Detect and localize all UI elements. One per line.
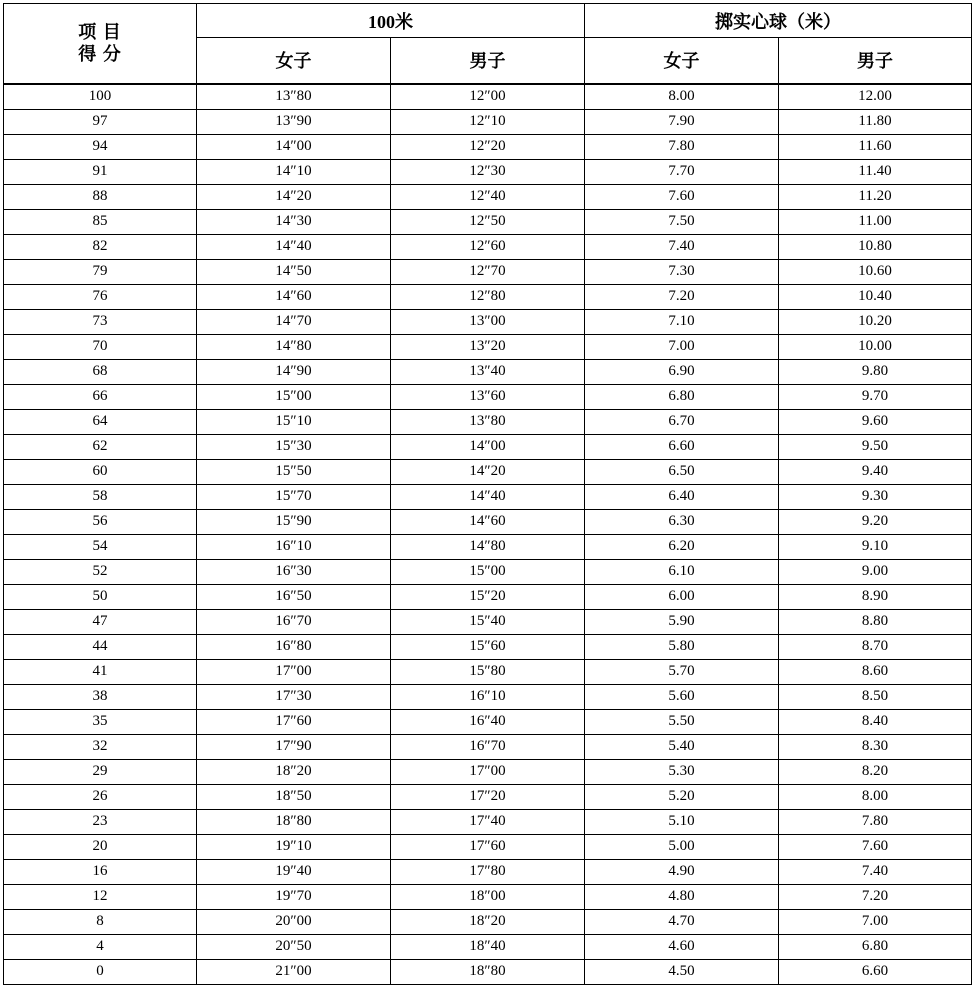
run-female-cell: 19″40 <box>197 859 391 884</box>
run-male-cell: 12″10 <box>391 109 585 134</box>
table-row <box>4 509 972 534</box>
score-cell: 52 <box>4 559 197 584</box>
group-header-shot-throw: 掷实心球（米） <box>585 4 972 38</box>
run-female-cell: 19″70 <box>197 884 391 909</box>
run-female-cell: 14″50 <box>197 259 391 284</box>
throw-male-cell: 7.80 <box>779 809 972 834</box>
run-female-cell: 17″60 <box>197 709 391 734</box>
run-female-cell: 18″50 <box>197 784 391 809</box>
throw-female-cell: 7.10 <box>585 309 779 334</box>
run-female-cell: 18″20 <box>197 759 391 784</box>
subheader-run-female: 女子 <box>197 38 391 84</box>
score-cell: 94 <box>4 134 197 159</box>
score-cell: 23 <box>4 809 197 834</box>
table-row <box>4 359 972 384</box>
throw-male-cell: 7.00 <box>779 909 972 934</box>
throw-male-cell: 11.20 <box>779 184 972 209</box>
table-row <box>4 259 972 284</box>
run-female-cell: 14″70 <box>197 309 391 334</box>
table-row <box>4 809 972 834</box>
throw-male-cell: 10.00 <box>779 334 972 359</box>
run-female-cell: 13″90 <box>197 109 391 134</box>
throw-female-cell: 6.10 <box>585 559 779 584</box>
run-male-cell: 17″60 <box>391 834 585 859</box>
score-cell: 58 <box>4 484 197 509</box>
score-cell: 91 <box>4 159 197 184</box>
table-row <box>4 384 972 409</box>
table-row <box>4 334 972 359</box>
run-female-cell: 13″80 <box>197 84 391 110</box>
run-female-cell: 14″80 <box>197 334 391 359</box>
throw-male-cell: 8.40 <box>779 709 972 734</box>
score-cell: 70 <box>4 334 197 359</box>
throw-male-cell: 8.90 <box>779 584 972 609</box>
score-cell: 41 <box>4 659 197 684</box>
table-row <box>4 434 972 459</box>
throw-male-cell: 10.80 <box>779 234 972 259</box>
table-row <box>4 609 972 634</box>
table-header <box>4 4 972 84</box>
run-female-cell: 19″10 <box>197 834 391 859</box>
score-cell: 100 <box>4 84 197 110</box>
throw-female-cell: 7.40 <box>585 234 779 259</box>
throw-female-cell: 6.50 <box>585 459 779 484</box>
throw-female-cell: 4.60 <box>585 934 779 959</box>
throw-male-cell: 8.70 <box>779 634 972 659</box>
score-cell: 20 <box>4 834 197 859</box>
throw-male-cell: 9.20 <box>779 509 972 534</box>
table-row <box>4 534 972 559</box>
run-female-cell: 17″00 <box>197 659 391 684</box>
run-male-cell: 14″60 <box>391 509 585 534</box>
score-cell: 26 <box>4 784 197 809</box>
throw-female-cell: 5.90 <box>585 609 779 634</box>
throw-male-cell: 8.20 <box>779 759 972 784</box>
run-female-cell: 16″80 <box>197 634 391 659</box>
score-cell: 79 <box>4 259 197 284</box>
run-female-cell: 18″80 <box>197 809 391 834</box>
table-row <box>4 684 972 709</box>
throw-female-cell: 4.50 <box>585 959 779 984</box>
throw-male-cell: 6.80 <box>779 934 972 959</box>
throw-female-cell: 5.80 <box>585 634 779 659</box>
run-female-cell: 15″50 <box>197 459 391 484</box>
run-female-cell: 15″70 <box>197 484 391 509</box>
score-cell: 44 <box>4 634 197 659</box>
run-male-cell: 14″40 <box>391 484 585 509</box>
run-female-cell: 17″90 <box>197 734 391 759</box>
run-female-cell: 16″10 <box>197 534 391 559</box>
table-row <box>4 709 972 734</box>
run-male-cell: 13″60 <box>391 384 585 409</box>
throw-male-cell: 9.50 <box>779 434 972 459</box>
run-male-cell: 17″00 <box>391 759 585 784</box>
run-male-cell: 13″20 <box>391 334 585 359</box>
run-male-cell: 12″40 <box>391 184 585 209</box>
score-cell: 62 <box>4 434 197 459</box>
throw-female-cell: 6.40 <box>585 484 779 509</box>
throw-female-cell: 8.00 <box>585 84 779 110</box>
throw-male-cell: 6.60 <box>779 959 972 984</box>
table-row <box>4 284 972 309</box>
run-female-cell: 14″20 <box>197 184 391 209</box>
score-cell: 60 <box>4 459 197 484</box>
throw-male-cell: 8.60 <box>779 659 972 684</box>
run-female-cell: 17″30 <box>197 684 391 709</box>
run-male-cell: 12″60 <box>391 234 585 259</box>
throw-male-cell: 10.40 <box>779 284 972 309</box>
throw-female-cell: 5.30 <box>585 759 779 784</box>
throw-female-cell: 5.60 <box>585 684 779 709</box>
run-female-cell: 16″30 <box>197 559 391 584</box>
corner-header-cell <box>4 4 197 84</box>
run-male-cell: 15″00 <box>391 559 585 584</box>
throw-female-cell: 5.40 <box>585 734 779 759</box>
table-row <box>4 184 972 209</box>
score-cell: 66 <box>4 384 197 409</box>
table-row <box>4 884 972 909</box>
throw-female-cell: 4.70 <box>585 909 779 934</box>
table-row <box>4 459 972 484</box>
table-row <box>4 659 972 684</box>
run-female-cell: 20″50 <box>197 934 391 959</box>
run-male-cell: 12″30 <box>391 159 585 184</box>
table-body <box>4 84 972 985</box>
throw-male-cell: 7.40 <box>779 859 972 884</box>
run-male-cell: 18″40 <box>391 934 585 959</box>
subheader-run-male: 男子 <box>391 38 585 84</box>
throw-female-cell: 6.00 <box>585 584 779 609</box>
run-female-cell: 14″60 <box>197 284 391 309</box>
throw-female-cell: 7.60 <box>585 184 779 209</box>
run-female-cell: 14″00 <box>197 134 391 159</box>
table-row <box>4 209 972 234</box>
throw-male-cell: 9.40 <box>779 459 972 484</box>
throw-male-cell: 11.60 <box>779 134 972 159</box>
subheader-throw-female: 女子 <box>585 38 779 84</box>
throw-female-cell: 5.20 <box>585 784 779 809</box>
throw-male-cell: 9.00 <box>779 559 972 584</box>
table-row <box>4 734 972 759</box>
run-male-cell: 14″20 <box>391 459 585 484</box>
throw-male-cell: 9.10 <box>779 534 972 559</box>
score-table-container <box>3 3 972 985</box>
score-cell: 29 <box>4 759 197 784</box>
table-row <box>4 634 972 659</box>
table-row <box>4 84 972 110</box>
run-female-cell: 15″90 <box>197 509 391 534</box>
run-male-cell: 14″00 <box>391 434 585 459</box>
score-table <box>3 3 972 985</box>
run-female-cell: 21″00 <box>197 959 391 984</box>
table-row <box>4 934 972 959</box>
throw-female-cell: 7.20 <box>585 284 779 309</box>
subheader-throw-male: 男子 <box>779 38 972 84</box>
run-male-cell: 12″50 <box>391 209 585 234</box>
run-male-cell: 14″80 <box>391 534 585 559</box>
run-male-cell: 12″20 <box>391 134 585 159</box>
run-female-cell: 14″10 <box>197 159 391 184</box>
run-male-cell: 18″80 <box>391 959 585 984</box>
run-female-cell: 16″70 <box>197 609 391 634</box>
run-male-cell: 16″10 <box>391 684 585 709</box>
table-row <box>4 909 972 934</box>
run-male-cell: 16″70 <box>391 734 585 759</box>
score-cell: 4 <box>4 934 197 959</box>
throw-male-cell: 8.30 <box>779 734 972 759</box>
run-female-cell: 20″00 <box>197 909 391 934</box>
table-row <box>4 409 972 434</box>
score-cell: 88 <box>4 184 197 209</box>
table-row <box>4 159 972 184</box>
run-male-cell: 13″80 <box>391 409 585 434</box>
run-male-cell: 18″20 <box>391 909 585 934</box>
run-male-cell: 18″00 <box>391 884 585 909</box>
corner-label-score: 得 分 <box>78 44 122 65</box>
throw-male-cell: 12.00 <box>779 84 972 110</box>
throw-male-cell: 8.80 <box>779 609 972 634</box>
throw-female-cell: 7.30 <box>585 259 779 284</box>
score-cell: 8 <box>4 909 197 934</box>
score-cell: 97 <box>4 109 197 134</box>
throw-female-cell: 6.60 <box>585 434 779 459</box>
score-cell: 16 <box>4 859 197 884</box>
score-cell: 47 <box>4 609 197 634</box>
run-male-cell: 15″80 <box>391 659 585 684</box>
score-cell: 82 <box>4 234 197 259</box>
score-cell: 12 <box>4 884 197 909</box>
score-cell: 35 <box>4 709 197 734</box>
table-row <box>4 959 972 984</box>
throw-female-cell: 5.50 <box>585 709 779 734</box>
run-female-cell: 15″00 <box>197 384 391 409</box>
run-male-cell: 15″40 <box>391 609 585 634</box>
throw-male-cell: 7.20 <box>779 884 972 909</box>
throw-male-cell: 10.60 <box>779 259 972 284</box>
throw-female-cell: 7.70 <box>585 159 779 184</box>
throw-male-cell: 8.00 <box>779 784 972 809</box>
throw-male-cell: 9.60 <box>779 409 972 434</box>
score-cell: 76 <box>4 284 197 309</box>
score-cell: 54 <box>4 534 197 559</box>
run-female-cell: 15″10 <box>197 409 391 434</box>
run-male-cell: 17″80 <box>391 859 585 884</box>
run-male-cell: 15″20 <box>391 584 585 609</box>
run-male-cell: 13″40 <box>391 359 585 384</box>
table-row <box>4 559 972 584</box>
throw-female-cell: 7.50 <box>585 209 779 234</box>
throw-male-cell: 10.20 <box>779 309 972 334</box>
throw-female-cell: 5.00 <box>585 834 779 859</box>
table-row <box>4 484 972 509</box>
throw-female-cell: 5.70 <box>585 659 779 684</box>
run-male-cell: 12″00 <box>391 84 585 110</box>
throw-male-cell: 9.70 <box>779 384 972 409</box>
throw-female-cell: 6.90 <box>585 359 779 384</box>
table-row <box>4 234 972 259</box>
score-cell: 50 <box>4 584 197 609</box>
throw-female-cell: 6.70 <box>585 409 779 434</box>
throw-female-cell: 6.80 <box>585 384 779 409</box>
score-cell: 0 <box>4 959 197 984</box>
score-cell: 56 <box>4 509 197 534</box>
throw-male-cell: 9.80 <box>779 359 972 384</box>
throw-female-cell: 7.80 <box>585 134 779 159</box>
throw-male-cell: 8.50 <box>779 684 972 709</box>
run-female-cell: 14″30 <box>197 209 391 234</box>
table-row <box>4 859 972 884</box>
run-female-cell: 14″90 <box>197 359 391 384</box>
table-row <box>4 309 972 334</box>
run-male-cell: 12″80 <box>391 284 585 309</box>
table-row <box>4 759 972 784</box>
throw-male-cell: 11.40 <box>779 159 972 184</box>
throw-female-cell: 6.20 <box>585 534 779 559</box>
score-cell: 73 <box>4 309 197 334</box>
throw-female-cell: 7.90 <box>585 109 779 134</box>
throw-female-cell: 4.80 <box>585 884 779 909</box>
run-female-cell: 14″40 <box>197 234 391 259</box>
table-row <box>4 584 972 609</box>
throw-male-cell: 7.60 <box>779 834 972 859</box>
run-female-cell: 15″30 <box>197 434 391 459</box>
run-male-cell: 12″70 <box>391 259 585 284</box>
throw-male-cell: 11.00 <box>779 209 972 234</box>
run-male-cell: 13″00 <box>391 309 585 334</box>
throw-male-cell: 9.30 <box>779 484 972 509</box>
run-female-cell: 16″50 <box>197 584 391 609</box>
score-cell: 85 <box>4 209 197 234</box>
table-row <box>4 109 972 134</box>
score-cell: 32 <box>4 734 197 759</box>
throw-female-cell: 6.30 <box>585 509 779 534</box>
run-male-cell: 17″20 <box>391 784 585 809</box>
score-cell: 68 <box>4 359 197 384</box>
group-header-100m: 100米 <box>197 4 585 38</box>
table-row <box>4 134 972 159</box>
corner-label-item: 项 目 <box>78 22 122 43</box>
throw-female-cell: 7.00 <box>585 334 779 359</box>
throw-female-cell: 4.90 <box>585 859 779 884</box>
table-row <box>4 784 972 809</box>
run-male-cell: 16″40 <box>391 709 585 734</box>
score-cell: 38 <box>4 684 197 709</box>
throw-female-cell: 5.10 <box>585 809 779 834</box>
score-cell: 64 <box>4 409 197 434</box>
run-male-cell: 15″60 <box>391 634 585 659</box>
run-male-cell: 17″40 <box>391 809 585 834</box>
throw-male-cell: 11.80 <box>779 109 972 134</box>
table-row <box>4 834 972 859</box>
